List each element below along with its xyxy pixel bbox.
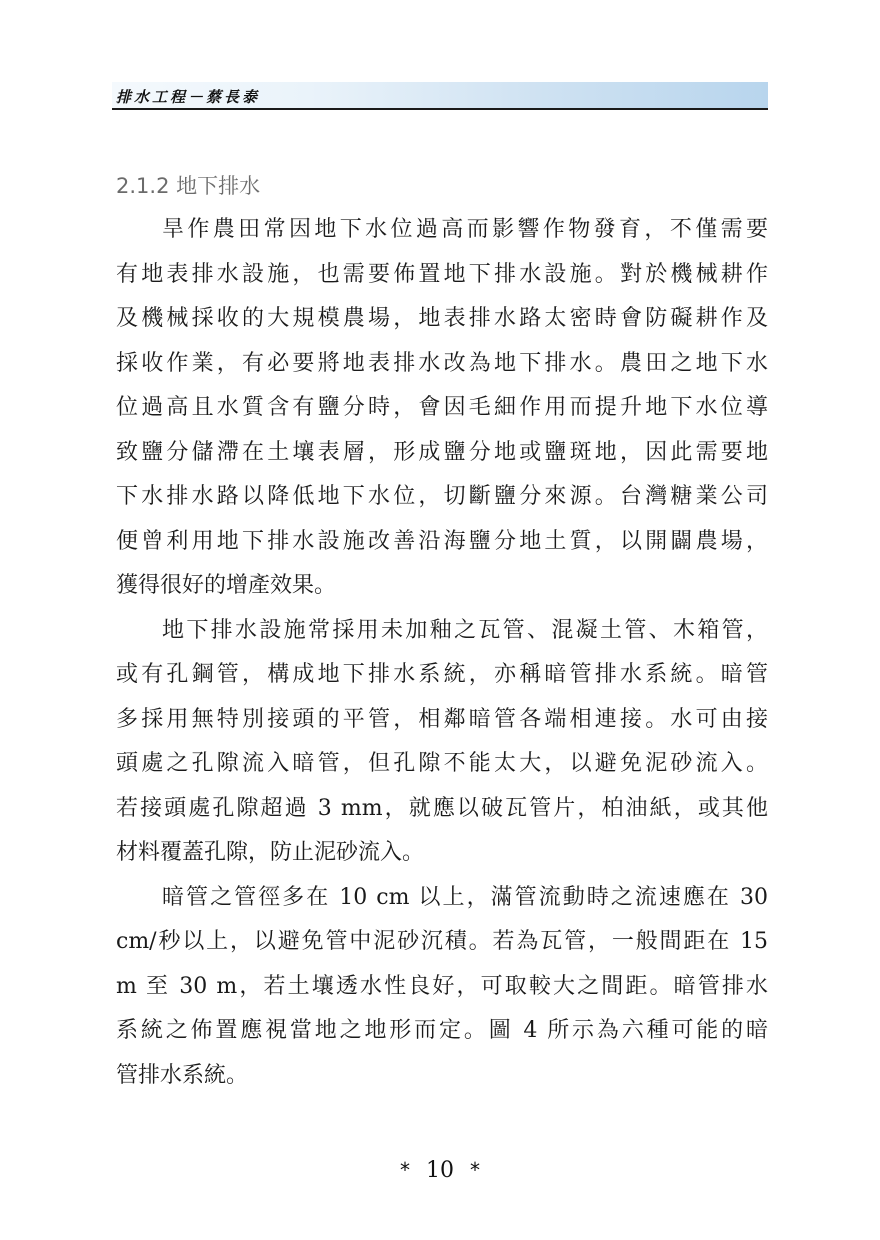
section-heading: 2.1.2 地下排水 xyxy=(116,174,261,198)
paragraph-2 xyxy=(116,609,768,876)
text-line: 管排水系統。 xyxy=(116,1062,249,1088)
text-line: 旱作農田常因地下水位過高而影響作物發育，不僅需要 xyxy=(162,217,768,242)
text-line: 有地表排水設施，也需要佈置地下排水設施。對於機械耕作 xyxy=(116,261,768,287)
text-line: 多採用無特別接頭的平管，相鄰暗管各端相連接。水可由接 xyxy=(116,706,768,732)
text-line: m 至 30 m，若土壤透水性良好，可取較大之間距。暗管排水 xyxy=(116,973,768,999)
page-number: 10 xyxy=(426,1158,454,1183)
text-line: 暗管之管徑多在 10 cm 以上，滿管流動時之流速應在 30 xyxy=(162,884,768,910)
body-text xyxy=(116,208,768,1098)
text-line: 若接頭處孔隙超過 3 mm，就應以破瓦管片，柏油紙，或其他 xyxy=(116,795,768,821)
text-line: 頭處之孔隙流入暗管，但孔隙不能太大，以避免泥砂流入。 xyxy=(116,751,768,776)
page-footer xyxy=(0,1158,880,1183)
text-line: 材料覆蓋孔隙，防止泥砂流入。 xyxy=(116,840,425,865)
paragraph-1 xyxy=(116,208,768,609)
text-line: 下水排水路以降低地下水位，切斷鹽分來源。台灣糖業公司 xyxy=(116,484,768,509)
text-line: 便曾利用地下排水設施改善沿海鹽分地土質，以開闢農場， xyxy=(116,528,768,554)
text-line: 位過高且水質含有鹽分時，會因毛細作用而提升地下水位導 xyxy=(116,395,768,420)
running-header-title: 排水工程－蔡長泰 xyxy=(116,88,261,106)
star-ornament-right: * xyxy=(470,1158,480,1182)
text-line: 致鹽分儲滯在土壤表層，形成鹽分地或鹽斑地，因此需要地 xyxy=(116,439,768,465)
star-ornament-left: * xyxy=(400,1158,410,1182)
text-line: 系統之佈置應視當地之地形而定。圖 4 所示為六種可能的暗 xyxy=(116,1018,768,1043)
text-line: 地下排水設施常採用未加釉之瓦管、混凝土管、木箱管， xyxy=(162,617,768,643)
text-line: 或有孔鋼管，構成地下排水系統，亦稱暗管排水系統。暗管 xyxy=(116,662,768,687)
text-line: 及機械採收的大規模農場，地表排水路太密時會防礙耕作及 xyxy=(116,306,768,331)
text-line: cm/秒以上，以避免管中泥砂沉積。若為瓦管，一般間距在 15 xyxy=(116,929,768,954)
paragraph-3 xyxy=(116,876,768,1099)
text-line: 獲得很好的增產效果。 xyxy=(116,573,337,598)
text-line: 採收作業，有必要將地表排水改為地下排水。農田之地下水 xyxy=(116,350,768,376)
